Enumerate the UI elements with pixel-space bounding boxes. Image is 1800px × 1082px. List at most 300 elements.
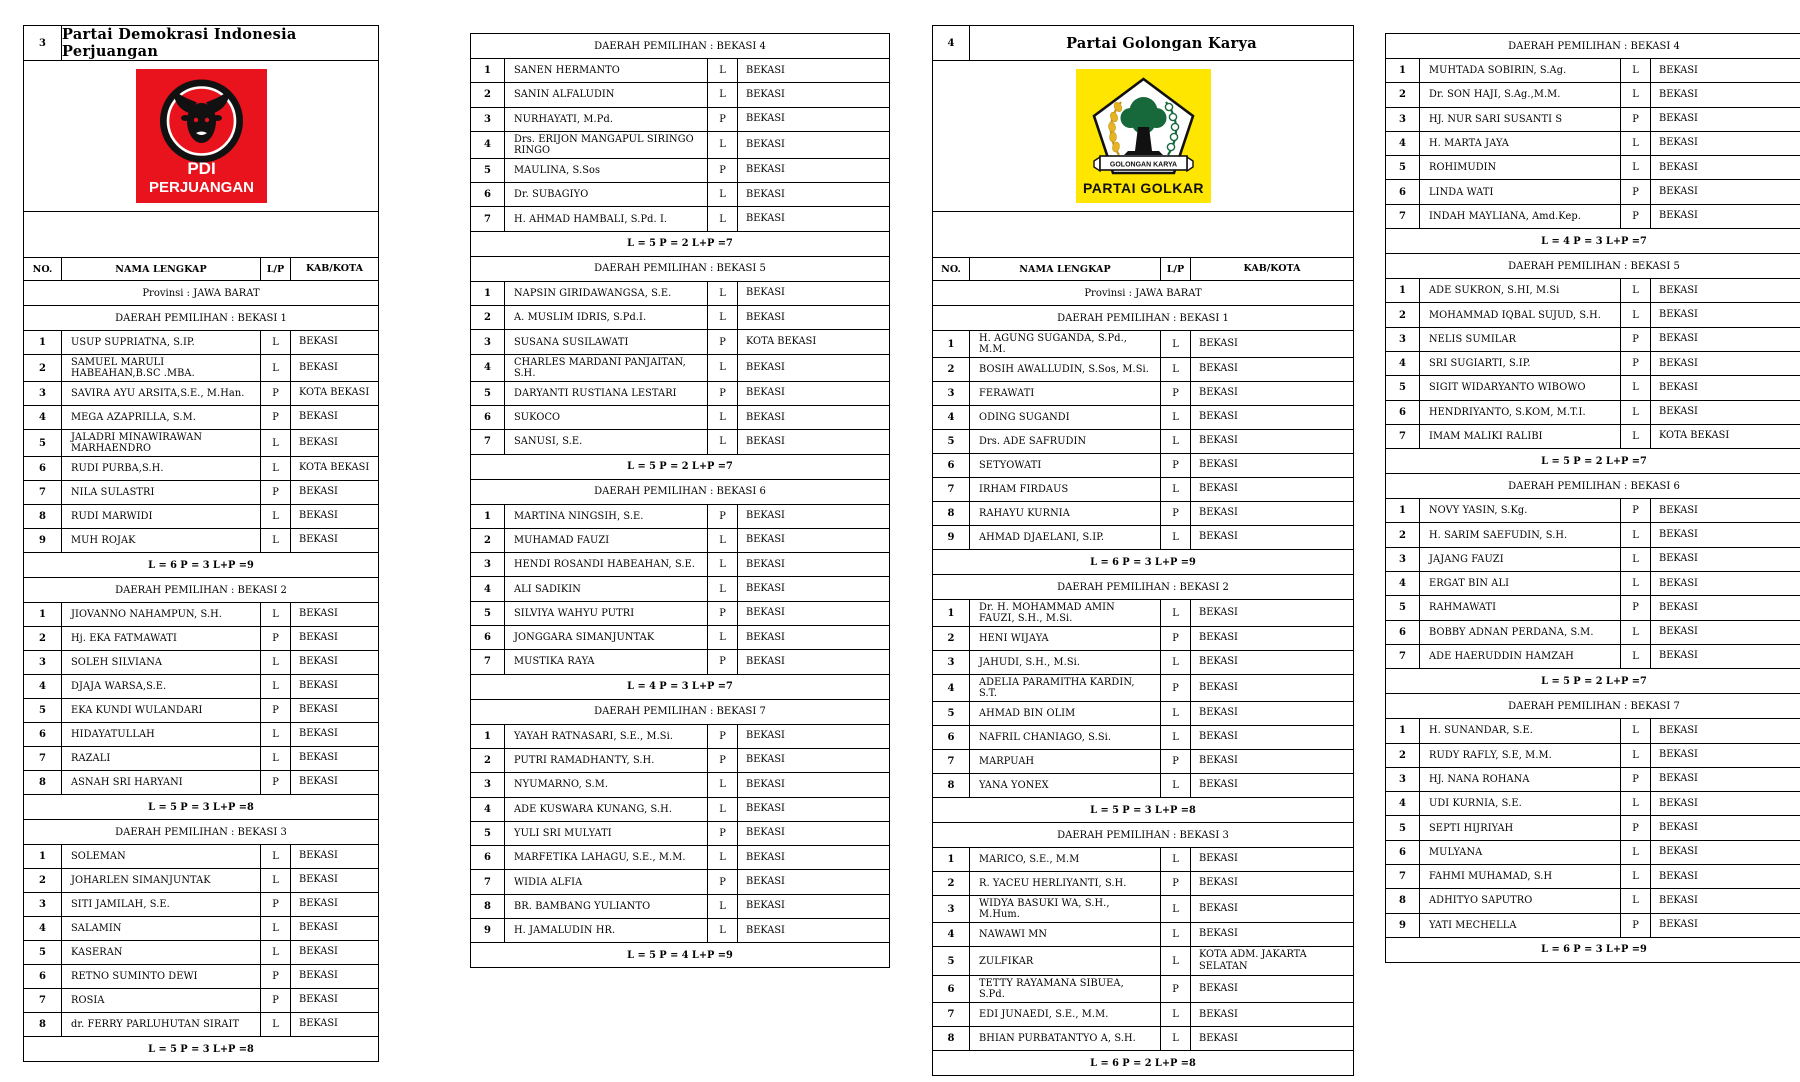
candidate-number: 5	[947, 955, 955, 967]
candidate-name: MULYANA	[1419, 841, 1620, 864]
candidate-gender: P	[707, 822, 737, 845]
candidate-number: 6	[947, 732, 955, 743]
candidate-number: 4	[484, 803, 491, 815]
candidate-region: BEKASI	[290, 603, 378, 626]
candidate-gender: P	[260, 627, 290, 650]
golkar-banner-text: GOLONGAN KARYA	[1109, 161, 1177, 169]
candidate-gender: L	[1160, 600, 1190, 626]
section-title-row	[1386, 473, 1800, 498]
candidate-row	[1386, 375, 1800, 399]
candidate-region: BEKASI	[1190, 750, 1353, 773]
candidate-region: BEKASI	[1650, 401, 1800, 424]
candidate-region: BEKASI	[737, 798, 889, 821]
candidate-gender: L	[1620, 401, 1650, 424]
candidate-gender: L	[1160, 923, 1190, 946]
candidate-number: 8	[39, 1019, 46, 1030]
candidate-gender: L	[260, 529, 290, 552]
candidate-gender: L	[707, 207, 737, 230]
candidate-name: DARYANTI RUSTIANA LESTARI	[504, 382, 707, 405]
candidate-gender: L	[1620, 548, 1650, 571]
candidate-region: BEKASI	[1650, 156, 1800, 179]
candidate-region: BEKASI	[737, 406, 889, 429]
candidate-region: BEKASI	[737, 59, 889, 82]
candidate-number: 6	[39, 729, 46, 740]
section-title-row	[933, 305, 1353, 330]
candidate-gender: L	[1160, 651, 1190, 674]
candidate-region: BEKASI	[1650, 719, 1800, 742]
candidate-number: 4	[39, 681, 46, 692]
candidate-gender: L	[260, 845, 290, 868]
candidate-name: ADELIA PARAMITHA KARDIN, S.T.	[969, 675, 1160, 701]
candidate-row	[933, 871, 1353, 895]
candidate-gender: P	[707, 749, 737, 772]
candidate-name: INDAH MAYLIANA, Amd.Kep.	[1419, 205, 1620, 228]
candidate-name: YANA YONEX	[969, 774, 1160, 797]
header-lp: L/P	[260, 258, 290, 280]
candidate-gender: L	[1620, 719, 1650, 742]
candidate-number: 8	[484, 900, 491, 912]
candidate-number: 4	[1399, 798, 1406, 810]
candidate-region: BEKASI	[1650, 865, 1800, 888]
candidate-name: FERAWATI	[969, 382, 1160, 405]
candidate-region: BEKASI	[1190, 896, 1353, 922]
pdi-table-continuation-column	[470, 33, 890, 968]
candidate-number: 2	[1399, 89, 1406, 101]
candidate-gender: P	[1160, 627, 1190, 650]
candidate-region: BEKASI	[1190, 406, 1353, 429]
candidate-name: EKA KUNDI WULANDARI	[61, 699, 260, 722]
candidate-number: 7	[1399, 210, 1406, 222]
candidate-number: 6	[484, 412, 491, 424]
candidate-number: 1	[484, 730, 491, 742]
candidate-row	[24, 354, 378, 381]
candidate-number: 3	[39, 899, 46, 910]
candidate-gender: P	[260, 699, 290, 722]
candidate-name: ADE SUKRON, S.HI, M.Si	[1419, 279, 1620, 302]
candidate-region: BEKASI	[1190, 478, 1353, 501]
section-summary-row	[1386, 448, 1800, 473]
candidate-name: MAULINA, S.Sos	[504, 159, 707, 182]
candidate-row	[1386, 522, 1800, 546]
candidate-number: 3	[1399, 333, 1406, 345]
candidate-row	[471, 354, 889, 381]
candidate-region: BEKASI	[1190, 651, 1353, 674]
candidate-region: BEKASI	[737, 382, 889, 405]
candidate-row	[933, 477, 1353, 501]
candidate-region: BEKASI	[1190, 430, 1353, 453]
candidate-name: H. JAMALUDIN HR.	[504, 919, 707, 942]
header-name: NAMA LENGKAP	[61, 258, 260, 280]
candidate-number: 2	[484, 89, 491, 101]
candidate-name: MARFETIKA LAHAGU, S.E., M.M.	[504, 846, 707, 869]
candidate-gender: P	[1160, 675, 1190, 701]
candidate-name: JALADRI MINAWIRAWAN MARHAENDRO	[61, 430, 260, 456]
candidate-row	[1386, 351, 1800, 375]
candidate-gender: L	[1620, 132, 1650, 155]
candidate-gender: P	[1160, 382, 1190, 405]
candidate-region: KOTA BEKASI	[737, 330, 889, 353]
candidate-number: 2	[484, 312, 491, 324]
candidate-region: BEKASI	[1650, 792, 1800, 815]
header-name: NAMA LENGKAP	[969, 258, 1160, 280]
candidate-row	[471, 552, 889, 576]
candidate-row	[1386, 595, 1800, 619]
candidate-gender: L	[260, 869, 290, 892]
candidate-number: 6	[947, 460, 955, 471]
candidate-number: 1	[39, 337, 46, 348]
candidate-row	[24, 746, 378, 770]
candidate-row	[1386, 424, 1800, 448]
candidate-name: FAHMI MUHAMAD, S.H	[1419, 865, 1620, 888]
candidate-region: BEKASI	[1650, 132, 1800, 155]
candidate-region: BEKASI	[290, 699, 378, 722]
candidate-region: BEKASI	[290, 771, 378, 794]
candidate-gender: L	[707, 626, 737, 649]
candidate-number: 3	[1399, 113, 1406, 125]
banner-ribbon	[1094, 156, 1193, 171]
candidate-name: SANEN HERMANTO	[504, 59, 707, 82]
candidate-number: 8	[947, 780, 955, 791]
candidate-name: TETTY RAYAMANA SIBUEA, S.Pd.	[969, 976, 1160, 1002]
candidate-region: KOTA ADM. JAKARTA SELATAN	[1190, 947, 1353, 975]
candidate-number: 6	[1399, 626, 1406, 638]
section-summary-row	[24, 794, 378, 819]
section-title-row-label: DAERAH PEMILIHAN : BEKASI 7	[594, 706, 766, 718]
candidate-row	[1386, 155, 1800, 179]
candidate-row	[933, 701, 1353, 725]
candidate-region: BEKASI	[737, 183, 889, 206]
candidate-name: MUHAMAD FAUZI	[504, 529, 707, 552]
candidate-gender: P	[1620, 108, 1650, 131]
section-title-row-label: DAERAH PEMILIHAN : BEKASI 7	[1508, 700, 1680, 712]
candidate-row	[933, 650, 1353, 674]
candidate-region: BEKASI	[1190, 526, 1353, 549]
candidate-row	[1386, 571, 1800, 595]
candidate-gender: P	[1160, 454, 1190, 477]
candidate-region: BEKASI	[290, 723, 378, 746]
candidate-row	[24, 405, 378, 429]
candidate-gender: P	[260, 771, 290, 794]
candidate-gender: L	[260, 917, 290, 940]
header-lp: L/P	[1160, 258, 1190, 280]
candidate-gender: P	[1160, 502, 1190, 525]
candidate-name: ADHITYO SAPUTRO	[1419, 889, 1620, 912]
candidate-gender: P	[1620, 352, 1650, 375]
section-title-row	[1386, 253, 1800, 278]
candidate-row	[24, 429, 378, 456]
header-no: NO.	[32, 263, 53, 275]
section-summary-row-label: L = 4 P = 3 L+P =7	[1541, 235, 1647, 247]
candidate-gender: L	[707, 919, 737, 942]
section-title-row	[24, 305, 378, 330]
candidate-gender: L	[260, 355, 290, 381]
candidate-number: 4	[39, 412, 46, 423]
candidate-name: JOHARLEN SIMANJUNTAK	[61, 869, 260, 892]
candidate-gender: L	[707, 577, 737, 600]
section-title-row-label: DAERAH PEMILIHAN : BEKASI 1	[115, 312, 287, 324]
candidate-region: BEKASI	[290, 989, 378, 1012]
candidate-number: 5	[1399, 382, 1406, 394]
candidate-row	[24, 674, 378, 698]
candidate-number: 3	[39, 657, 46, 668]
candidate-number: 6	[1399, 406, 1406, 418]
candidate-name: SRI SUGIARTI, S.IP.	[1419, 352, 1620, 375]
candidate-number: 5	[947, 436, 955, 447]
candidate-row	[933, 674, 1353, 701]
candidate-number: 7	[1399, 431, 1406, 442]
candidate-row	[471, 576, 889, 600]
candidate-number: 9	[39, 535, 46, 546]
candidate-row	[933, 453, 1353, 477]
candidate-region: BEKASI	[737, 529, 889, 552]
candidate-gender: L	[1620, 865, 1650, 888]
candidate-row	[471, 601, 889, 625]
candidate-name: HENDRIYANTO, S.KOM, M.T.I.	[1419, 401, 1620, 424]
candidate-row	[471, 918, 889, 942]
candidate-region: BEKASI	[1190, 675, 1353, 701]
candidate-row	[471, 158, 889, 182]
candidate-number: 5	[1399, 602, 1406, 614]
section-title-row	[933, 822, 1353, 847]
candidate-row	[1386, 302, 1800, 326]
candidate-row	[1386, 913, 1800, 937]
candidate-row	[1386, 278, 1800, 302]
candidate-row	[1386, 743, 1800, 767]
candidate-region: BEKASI	[290, 747, 378, 770]
candidate-row	[471, 504, 889, 528]
candidate-name: HJ. NUR SARI SUSANTI S	[1419, 108, 1620, 131]
golkar-caption-text: PARTAI GOLKAR	[1082, 180, 1204, 196]
candidate-number: 1	[484, 510, 491, 522]
candidate-number: 9	[484, 925, 491, 937]
candidate-name: NOVY YASIN, S.Kg.	[1419, 499, 1620, 522]
candidate-number: 4	[484, 583, 491, 595]
candidate-region: BEKASI	[290, 917, 378, 940]
candidate-name: SOLEMAN	[61, 845, 260, 868]
candidate-gender: L	[260, 723, 290, 746]
candidate-gender: L	[260, 505, 290, 528]
candidate-region: BEKASI	[290, 869, 378, 892]
section-title-row	[1386, 693, 1800, 718]
candidate-row	[933, 381, 1353, 405]
candidate-name: JAJANG FAUZI	[1419, 548, 1620, 571]
candidate-row	[471, 107, 889, 131]
candidate-number: 7	[39, 753, 46, 764]
pdi-logo-line1: PDI	[186, 159, 216, 178]
candidate-name: H. AHMAD HAMBALI, S.Pd. I.	[504, 207, 707, 230]
candidate-region: BEKASI	[1650, 548, 1800, 571]
candidate-row	[1386, 204, 1800, 228]
candidate-region: BEKASI	[1650, 572, 1800, 595]
candidate-gender: L	[260, 430, 290, 456]
candidate-gender: L	[1620, 376, 1650, 399]
candidate-number: 3	[947, 388, 955, 399]
candidate-name: LINDA WATI	[1419, 180, 1620, 203]
section-summary-row-label: L = 6 P = 2 L+P =8	[1090, 1057, 1196, 1069]
candidate-region: BEKASI	[1650, 352, 1800, 375]
candidate-number: 9	[1399, 919, 1406, 931]
candidate-row	[471, 182, 889, 206]
candidate-name: BHIAN PURBATANTYO A, S.H.	[969, 1027, 1160, 1050]
candidate-name: MARTINA NINGSIH, S.E.	[504, 505, 707, 528]
candidate-gender: L	[260, 603, 290, 626]
candidate-gender: L	[1620, 425, 1650, 448]
candidate-row	[24, 940, 378, 964]
candidate-gender: L	[1160, 774, 1190, 797]
candidate-region: BEKASI	[290, 965, 378, 988]
candidate-row	[1386, 840, 1800, 864]
candidate-region: BEKASI	[1190, 454, 1353, 477]
candidate-row	[24, 698, 378, 722]
candidate-region: BEKASI	[737, 505, 889, 528]
candidate-row	[933, 895, 1353, 922]
candidate-name: Dr. SON HAJI, S.Ag.,M.M.	[1419, 83, 1620, 106]
candidate-name: H. SARIM SAEFUDIN, S.H.	[1419, 523, 1620, 546]
candidate-name: MARPUAH	[969, 750, 1160, 773]
candidate-name: Dr. H. MOHAMMAD AMIN FAUZI, S.H., M.Si.	[969, 600, 1160, 626]
candidate-region: BEKASI	[737, 306, 889, 329]
candidate-region: BEKASI	[1650, 816, 1800, 839]
candidate-name: RUDY RAFLY, S.E, M.M.	[1419, 744, 1620, 767]
candidate-region: BEKASI	[1650, 108, 1800, 131]
candidate-row	[471, 748, 889, 772]
candidate-row	[933, 975, 1353, 1002]
candidate-number: 1	[947, 607, 955, 619]
candidate-row	[471, 82, 889, 106]
candidate-number: 1	[947, 854, 955, 865]
candidate-region: BEKASI	[737, 749, 889, 772]
candidate-number: 1	[1399, 65, 1406, 77]
candidate-gender: L	[1160, 896, 1190, 922]
candidate-region: BEKASI	[290, 941, 378, 964]
candidate-region: BEKASI	[1190, 774, 1353, 797]
section-title-row-label: DAERAH PEMILIHAN : BEKASI 5	[594, 263, 766, 275]
candidate-gender: L	[1160, 526, 1190, 549]
candidate-name: RAHAYU KURNIA	[969, 502, 1160, 525]
section-summary-row	[933, 1050, 1353, 1075]
candidate-number: 5	[947, 708, 955, 719]
candidate-gender: L	[707, 895, 737, 918]
candidate-region: BEKASI	[1650, 889, 1800, 912]
section-summary-row	[1386, 668, 1800, 693]
section-summary-row-label: L = 5 P = 2 L+P =7	[1541, 455, 1647, 467]
candidate-gender: L	[1620, 59, 1650, 82]
section-summary-row	[471, 674, 889, 699]
candidate-row	[1386, 815, 1800, 839]
section-summary-row-label: L = 6 P = 3 L+P =9	[148, 559, 254, 571]
candidate-name: MARICO, S.E., M.M	[969, 848, 1160, 871]
candidate-row	[471, 821, 889, 845]
section-summary-row	[1386, 937, 1800, 962]
candidate-number: 7	[484, 436, 491, 448]
party-header-row	[24, 26, 378, 60]
candidate-name: ZULFIKAR	[969, 947, 1160, 975]
candidate-region: BEKASI	[1650, 279, 1800, 302]
candidate-name: BOSIH AWALLUDIN, S.Sos, M.Si.	[969, 358, 1160, 381]
candidate-number: 8	[947, 1033, 955, 1045]
candidate-gender: P	[1620, 328, 1650, 351]
candidate-gender: P	[1620, 914, 1650, 937]
candidate-region: BEKASI	[737, 159, 889, 182]
partai-golkar-logo	[1076, 69, 1211, 203]
candidate-gender: P	[1160, 750, 1190, 773]
candidate-row	[24, 844, 378, 868]
candidate-gender: P	[707, 870, 737, 893]
party-logo-row	[933, 60, 1353, 211]
candidate-gender: L	[707, 306, 737, 329]
candidate-name: YAYAH RATNASARI, S.E., M.Si.	[504, 725, 707, 748]
candidate-gender: P	[707, 725, 737, 748]
candidate-row	[1386, 498, 1800, 522]
candidate-name: JIOVANNO NAHAMPUN, S.H.	[61, 603, 260, 626]
candidate-gender: L	[707, 430, 737, 453]
candidate-gender: L	[1160, 947, 1190, 975]
candidate-region: BEKASI	[290, 505, 378, 528]
candidate-region: BEKASI	[1190, 702, 1353, 725]
candidate-name: YULI SRI MULYATI	[504, 822, 707, 845]
candidate-region: BEKASI	[1190, 600, 1353, 626]
candidate-region: BEKASI	[290, 1013, 378, 1036]
blank-row	[24, 211, 378, 257]
candidate-row	[1386, 179, 1800, 203]
candidate-gender: L	[1160, 358, 1190, 381]
candidate-number: 4	[947, 412, 955, 423]
candidate-row	[24, 381, 378, 405]
section-summary-row	[471, 454, 889, 479]
candidate-gender: L	[707, 798, 737, 821]
candidate-gender: P	[260, 382, 290, 405]
candidate-gender: L	[707, 355, 737, 381]
candidate-row	[933, 946, 1353, 975]
candidate-row	[24, 528, 378, 552]
candidate-gender: P	[1620, 816, 1650, 839]
candidate-number: 5	[39, 705, 46, 716]
section-title-row-label: DAERAH PEMILIHAN : BEKASI 1	[1057, 312, 1229, 324]
candidate-number: 2	[1399, 749, 1406, 761]
candidate-number: 8	[1399, 895, 1406, 907]
candidate-gender: L	[707, 553, 737, 576]
candidate-number: 8	[39, 777, 46, 788]
candidate-gender: L	[260, 1013, 290, 1036]
candidate-row	[471, 58, 889, 82]
candidate-number: 4	[484, 362, 491, 374]
candidate-number: 5	[1399, 162, 1406, 174]
candidate-gender: L	[1620, 523, 1650, 546]
candidate-row	[471, 429, 889, 453]
section-title-row-label: DAERAH PEMILIHAN : BEKASI 3	[1057, 829, 1229, 841]
candidate-number: 3	[39, 388, 46, 399]
candidate-region: BEKASI	[1190, 923, 1353, 946]
candidate-name: DJAJA WARSA,S.E.	[61, 675, 260, 698]
candidate-region: BEKASI	[737, 282, 889, 305]
candidate-region: BEKASI	[290, 355, 378, 381]
candidate-name: HJ. NANA ROHANA	[1419, 768, 1620, 791]
candidate-row	[471, 894, 889, 918]
candidate-row	[933, 1026, 1353, 1050]
candidate-number: 1	[484, 287, 491, 299]
candidate-region: BEKASI	[290, 481, 378, 504]
candidate-region: BEKASI	[737, 132, 889, 158]
candidate-number: 3	[1399, 553, 1406, 565]
candidate-row	[24, 504, 378, 528]
candidate-row	[471, 869, 889, 893]
candidate-name: AHMAD DJAELANI, S.IP.	[969, 526, 1160, 549]
candidate-name: NURHAYATI, M.Pd.	[504, 108, 707, 131]
candidate-row	[933, 1002, 1353, 1026]
candidate-number: 6	[1399, 846, 1406, 858]
candidate-gender: L	[1620, 841, 1650, 864]
candidate-name: R. YACEU HERLIYANTI, S.H.	[969, 872, 1160, 895]
